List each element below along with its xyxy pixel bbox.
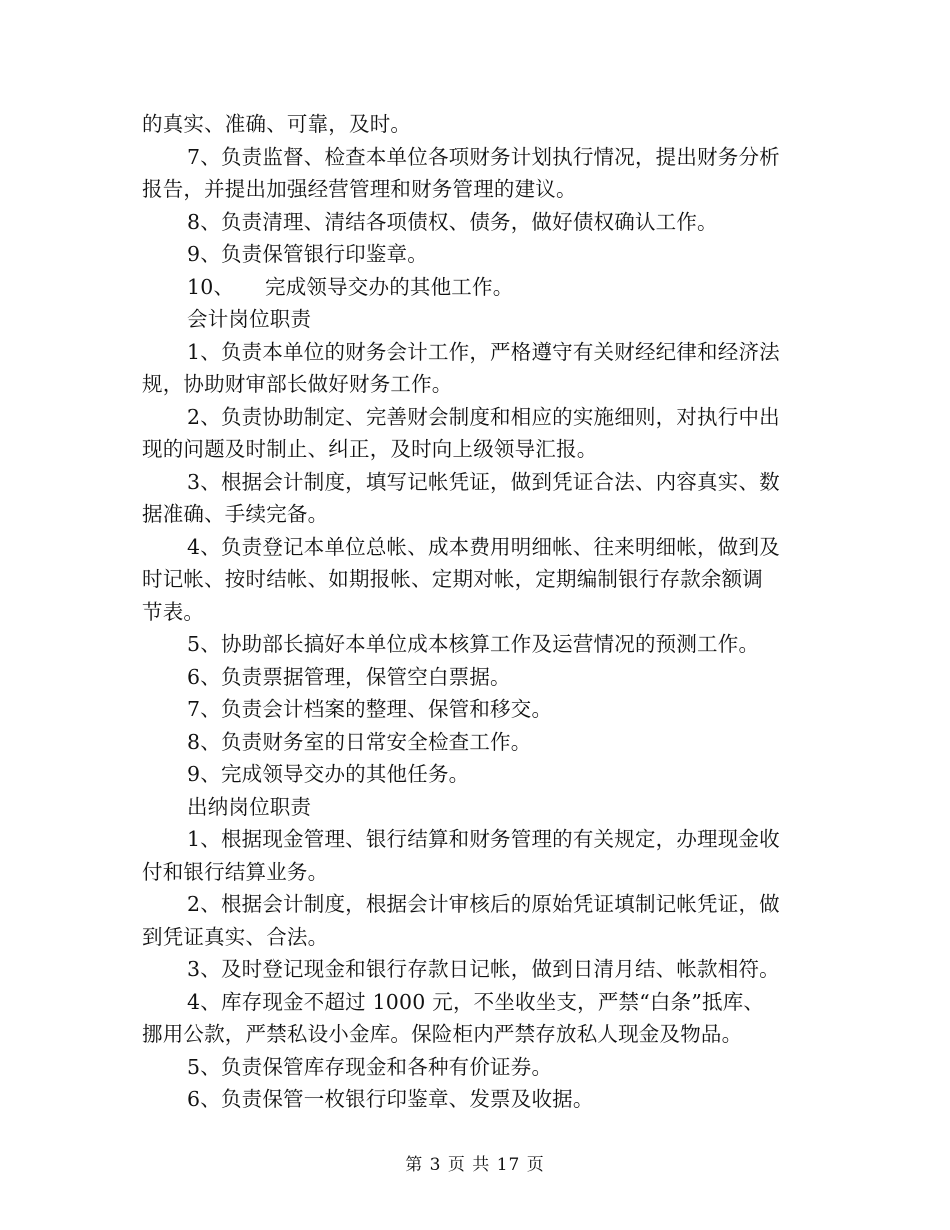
text-line: 现的问题及时制止、纠正，及时向上级领导汇报。 [142,437,598,461]
item-text: 完成领导交办的其他工作。 [265,274,514,299]
text-line: 挪用公款，严禁私设小金库。保险柜内严禁存放私人现金及物品。 [142,1022,743,1046]
text-line: 4、库存现金不超过 1000 元，不坐收坐支，严禁“白条”抵库、 [187,989,765,1014]
text-line: 1、负责本单位的财务会计工作，严格遵守有关财经纪律和经济法 [187,339,780,364]
text-line: 8、负责清理、清结各项债权、债务，做好债权确认工作。 [187,209,718,234]
text-line-item-10 [142,271,810,304]
text-line: 节表。 [142,599,205,624]
section-heading-cashier: 出纳岗位职责 [187,794,312,819]
item-number: 10、 [187,274,235,299]
text-line: 3、根据会计制度，填写记帐凭证，做到凭证合法、内容真实、数 [187,469,780,494]
text-line: 规，协助财审部长做好财务工作。 [142,372,453,396]
text-line: 6、负责保管一枚银行印鉴章、发票及收据。 [187,1087,594,1111]
text-line: 7、负责会计档案的整理、保管和移交。 [187,697,553,721]
text-line: 5、协助部长搞好本单位成本核算工作及运营情况的预测工作。 [187,632,760,656]
text-line: 2、负责协助制定、完善财会制度和相应的实施细则，对执行中出 [187,404,780,429]
text-line: 7、负责监督、检查本单位各项财务计划执行情况，提出财务分析 [187,144,780,169]
text-line: 6、负责票据管理，保管空白票据。 [187,664,511,689]
text-line: 据准确、手续完备。 [142,502,329,526]
text-line: 的真实、准确、可靠，及时。 [142,112,412,136]
text-line: 8、负责财务室的日常安全检查工作。 [187,729,532,754]
text-line: 1、根据现金管理、银行结算和财务管理的有关规定，办理现金收 [187,827,780,851]
text-line: 3、及时登记现金和银行存款日记帐，做到日清月结、帐款相符。 [187,957,780,981]
text-line: 2、根据会计制度，根据会计审核后的原始凭证填制记帐凭证，做 [187,892,780,916]
text-line: 报告，并提出加强经营管理和财务管理的建议。 [142,177,577,201]
text-line: 9、完成领导交办的其他任务。 [187,762,470,786]
text-line: 5、负责保管库存现金和各种有价证券。 [187,1054,553,1079]
document-body [142,108,810,1116]
text-line: 付和银行结算业务。 [142,859,329,884]
text-line: 到凭证真实、合法。 [142,924,329,949]
text-line: 时记帐、按时结帐、如期报帐、定期对帐，定期编制银行存款余额调 [142,567,763,591]
page-footer: 第 3 页 共 17 页 [405,1155,545,1175]
text-line: 9、负责保管银行印鉴章。 [187,242,428,266]
text-line: 4、负责登记本单位总帐、成本费用明细帐、往来明细帐，做到及 [187,534,780,559]
section-heading-accounting: 会计岗位职责 [187,307,312,331]
